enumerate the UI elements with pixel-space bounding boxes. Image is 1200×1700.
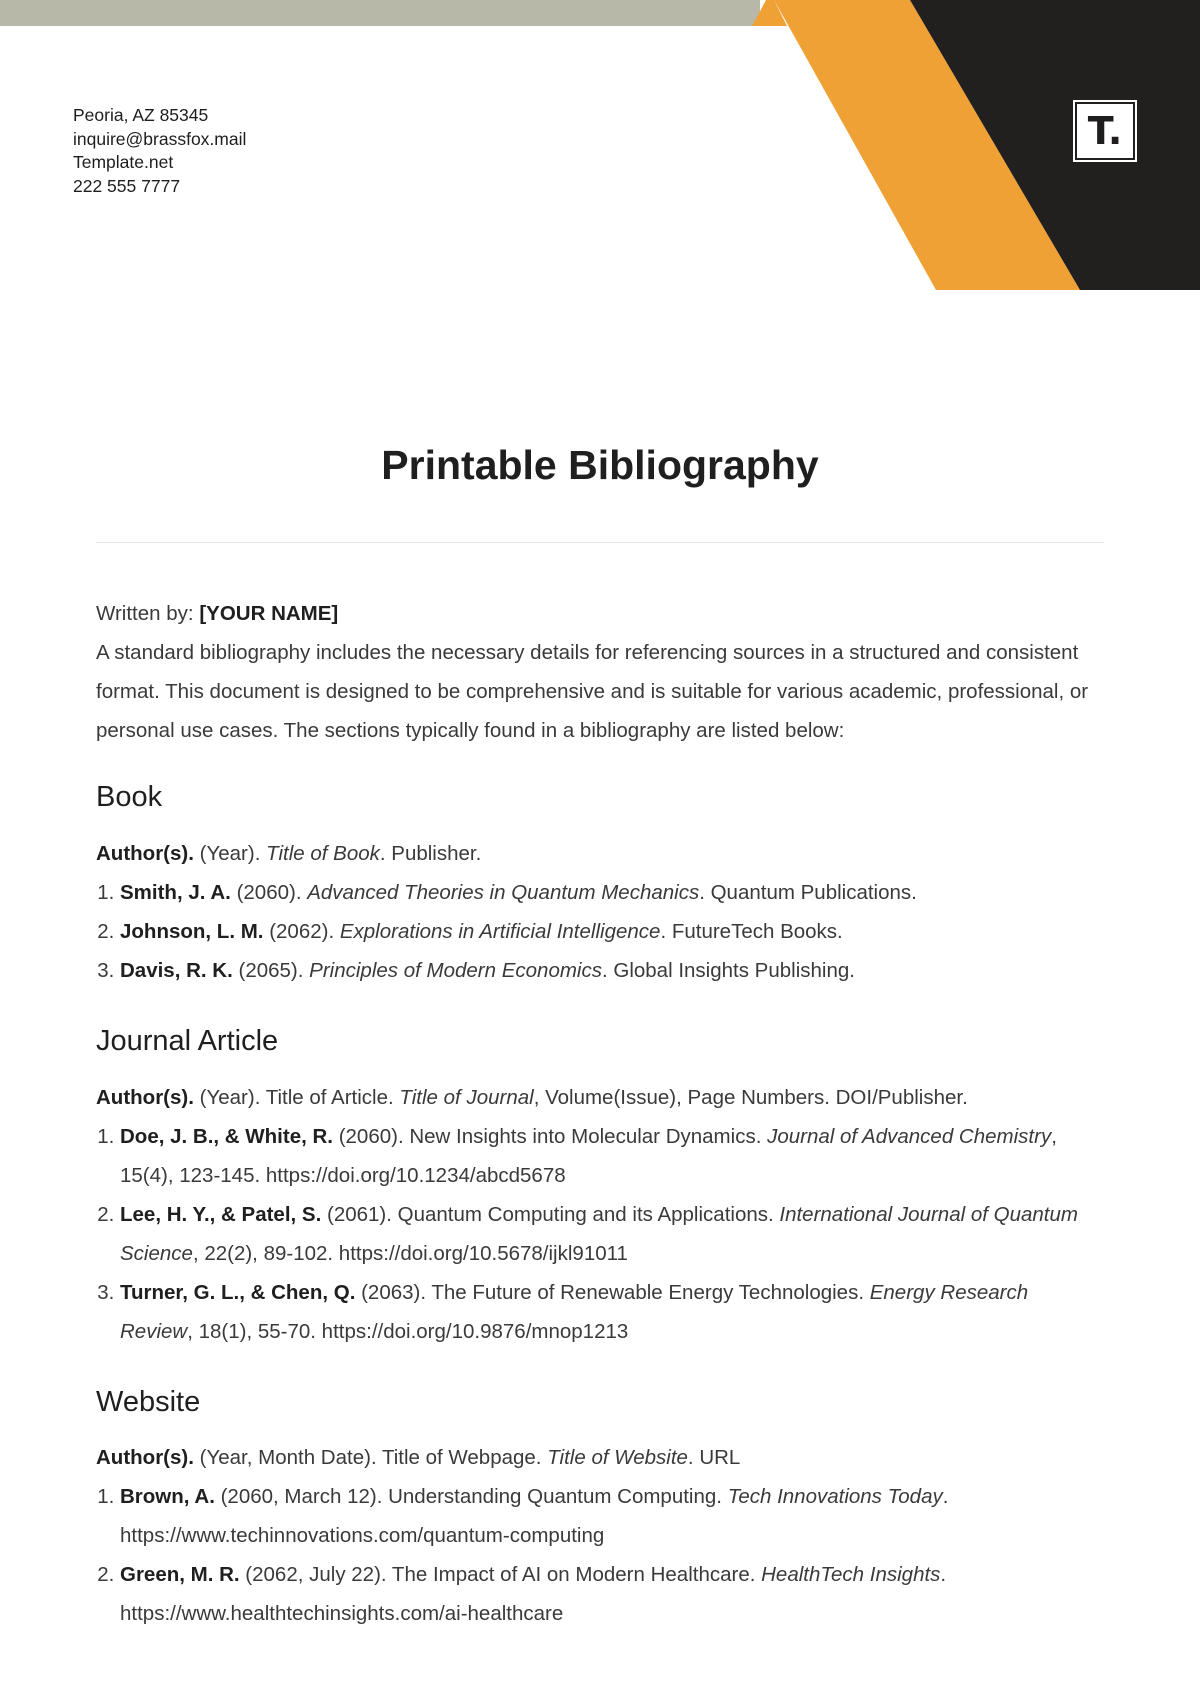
entry-title: Explorations in Artificial Intelligence bbox=[339, 919, 661, 943]
entry-title: Advanced Theories in Quantum Mechanics bbox=[307, 880, 700, 904]
entry-text: (2060). New Insights into Molecular Dynamics. bbox=[333, 1124, 768, 1148]
list-item bbox=[120, 912, 1106, 951]
entry-text: , 15(4), 123-145. https://doi.org/10.1234/abcd5678 bbox=[120, 1124, 1057, 1187]
page-title: Printable Bibliography bbox=[381, 442, 819, 488]
contact-address: Peoria, AZ 85345 bbox=[73, 105, 209, 125]
entry-title: HealthTech Insights bbox=[761, 1563, 941, 1587]
contact-website: Template.net bbox=[73, 152, 174, 172]
entry-author: Johnson, L. M. bbox=[120, 919, 264, 943]
contact-block bbox=[73, 104, 246, 198]
list-item bbox=[120, 873, 1106, 912]
section-heading-website: Website bbox=[96, 1385, 201, 1418]
entry-text: (2060). bbox=[230, 880, 308, 904]
format-part: . URL bbox=[687, 1446, 741, 1470]
format-italic: Title of Journal bbox=[399, 1085, 534, 1109]
entry-author: Turner, G. L., & Chen, Q. bbox=[120, 1280, 356, 1304]
section-heading-journal: Journal Article bbox=[96, 1024, 279, 1057]
written-by bbox=[96, 594, 1106, 633]
list-item bbox=[120, 1195, 1106, 1273]
list-item bbox=[120, 1477, 1106, 1555]
list-item bbox=[120, 1555, 1106, 1633]
entry-text: . https://www.healthtechinsights.com/ai-healthcare bbox=[120, 1563, 947, 1626]
entry-text: . FutureTech Books. bbox=[660, 919, 843, 943]
entry-author: Davis, R. K. bbox=[120, 958, 233, 982]
logo-mark: T. bbox=[1077, 104, 1133, 158]
entry-text: . https://www.techinnovations.com/quantum-computing bbox=[120, 1485, 949, 1548]
format-part: (Year). bbox=[193, 841, 267, 865]
entry-text: (2065). bbox=[232, 958, 310, 982]
entry-text: (2060, March 12). Understanding Quantum Computing. bbox=[214, 1485, 728, 1509]
format-line-book bbox=[96, 834, 1106, 873]
contact-email: inquire@brassfox.mail bbox=[73, 128, 247, 149]
list-item bbox=[120, 1273, 1106, 1351]
entry-text: . Quantum Publications. bbox=[699, 880, 917, 904]
entry-title: Journal of Advanced Chemistry bbox=[767, 1124, 1052, 1148]
entry-author: Lee, H. Y., & Patel, S. bbox=[120, 1202, 322, 1226]
header-gray-band bbox=[0, 0, 760, 26]
website-list bbox=[96, 1477, 1106, 1633]
format-author: Author(s). bbox=[96, 841, 194, 865]
entry-text: (2061). Quantum Computing and its Applications. bbox=[321, 1202, 780, 1226]
format-italic: Title of Website bbox=[547, 1446, 688, 1470]
format-part: , Volume(Issue), Page Numbers. DOI/Publisher. bbox=[533, 1085, 968, 1109]
format-part: (Year, Month Date). Title of Webpage. bbox=[193, 1446, 548, 1470]
entry-author: Smith, J. A. bbox=[120, 880, 231, 904]
entry-text: , 22(2), 89-102. https://doi.org/10.5678/ijkl91011 bbox=[192, 1241, 628, 1265]
contact-phone: 222 555 7777 bbox=[73, 175, 181, 196]
format-author: Author(s). bbox=[96, 1085, 194, 1109]
format-line-website bbox=[96, 1438, 1106, 1477]
list-item bbox=[120, 951, 1106, 990]
format-part: . Publisher. bbox=[379, 841, 482, 865]
intro-paragraph: A standard bibliography includes the necessary details for referencing sources in a structured and consistent format. This document is designed to be comprehensive and is suitable for various academic, professional, or personal use cases. The sections typically found in a bibliography are listed below: bbox=[96, 641, 1089, 742]
format-author: Author(s). bbox=[96, 1446, 194, 1470]
author-name-placeholder: [YOUR NAME] bbox=[199, 602, 339, 625]
list-item bbox=[120, 1117, 1106, 1195]
entry-text: . Global Insights Publishing. bbox=[601, 958, 855, 982]
entry-title: Tech Innovations Today bbox=[727, 1485, 943, 1509]
entry-author: Brown, A. bbox=[120, 1485, 215, 1509]
entry-title: Principles of Modern Economics bbox=[309, 958, 602, 982]
format-italic: Title of Book bbox=[266, 841, 380, 865]
journal-list bbox=[96, 1117, 1106, 1351]
entry-title: International Journal of Quantum Science bbox=[120, 1202, 1078, 1265]
written-by-label: Written by: bbox=[96, 602, 194, 625]
format-line-journal bbox=[96, 1078, 1106, 1117]
document-body bbox=[96, 594, 1106, 1633]
format-part: (Year). Title of Article. bbox=[193, 1085, 400, 1109]
entry-text: , 18(1), 55-70. https://doi.org/10.9876/mnop1213 bbox=[187, 1319, 629, 1343]
entry-text: (2062). bbox=[263, 919, 340, 943]
entry-text: (2062, July 22). The Impact of AI on Modern Healthcare. bbox=[239, 1563, 762, 1587]
entry-author: Green, M. R. bbox=[120, 1563, 240, 1587]
section-heading-book: Book bbox=[96, 781, 163, 813]
entry-title: Energy Research Review bbox=[120, 1280, 1029, 1343]
title-divider bbox=[96, 542, 1104, 543]
book-list bbox=[96, 873, 1106, 990]
entry-text: (2063). The Future of Renewable Energy Technologies. bbox=[355, 1280, 870, 1304]
template-logo bbox=[1073, 100, 1137, 162]
entry-author: Doe, J. B., & White, R. bbox=[120, 1124, 333, 1148]
